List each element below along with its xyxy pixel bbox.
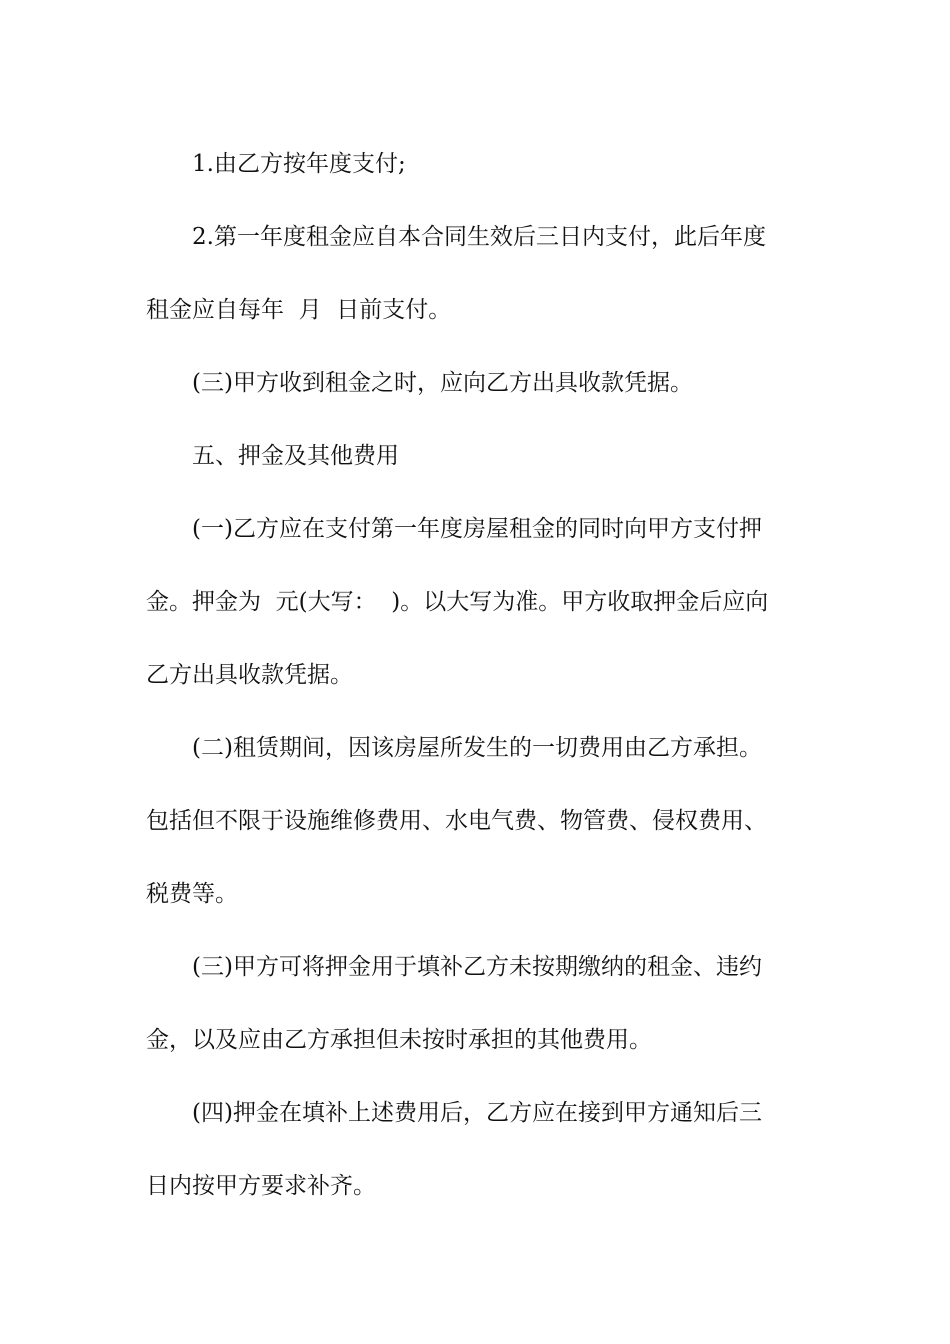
text-line-deposit-1b: 金。押金为 元(大写： )。以大写为准。甲方收取押金后应向 xyxy=(146,589,769,615)
text-line-rent-due-date: 租金应自每年 月 日前支付。 xyxy=(146,297,452,323)
text-line-replenish-4a: (四)押金在填补上述费用后，乙方应在接到甲方通知后三 xyxy=(192,1100,762,1126)
document-body xyxy=(146,128,810,1223)
text-line-receipt: (三)甲方收到租金之时，应向乙方出具收款凭据。 xyxy=(192,370,693,396)
text-line-deposit-1a: (一)乙方应在支付第一年度房屋租金的同时向甲方支付押 xyxy=(192,516,762,542)
text-line-deposit-use-3a: (三)甲方可将押金用于填补乙方未按期缴纳的租金、违约 xyxy=(192,954,762,980)
text-line-fees-2a: (二)租赁期间，因该房屋所发生的一切费用由乙方承担。 xyxy=(192,735,762,761)
text-line-fees-2c: 税费等。 xyxy=(146,881,238,907)
text-line-fees-2b: 包括但不限于设施维修费用、水电气费、物管费、侵权费用、 xyxy=(146,808,767,834)
text-line-replenish-4b: 日内按甲方要求补齐。 xyxy=(146,1173,376,1199)
text-line-deposit-1c: 乙方出具收款凭据。 xyxy=(146,662,353,688)
text-line-first-year-rent: 2.第一年度租金应自本合同生效后三日内支付，此后年度 xyxy=(192,224,766,250)
text-line-deposit-use-3b: 金，以及应由乙方承担但未按时承担的其他费用。 xyxy=(146,1027,652,1053)
text-line-payment-annual: 1.由乙方按年度支付; xyxy=(192,151,406,177)
section-heading-deposit: 五、押金及其他费用 xyxy=(192,443,399,469)
